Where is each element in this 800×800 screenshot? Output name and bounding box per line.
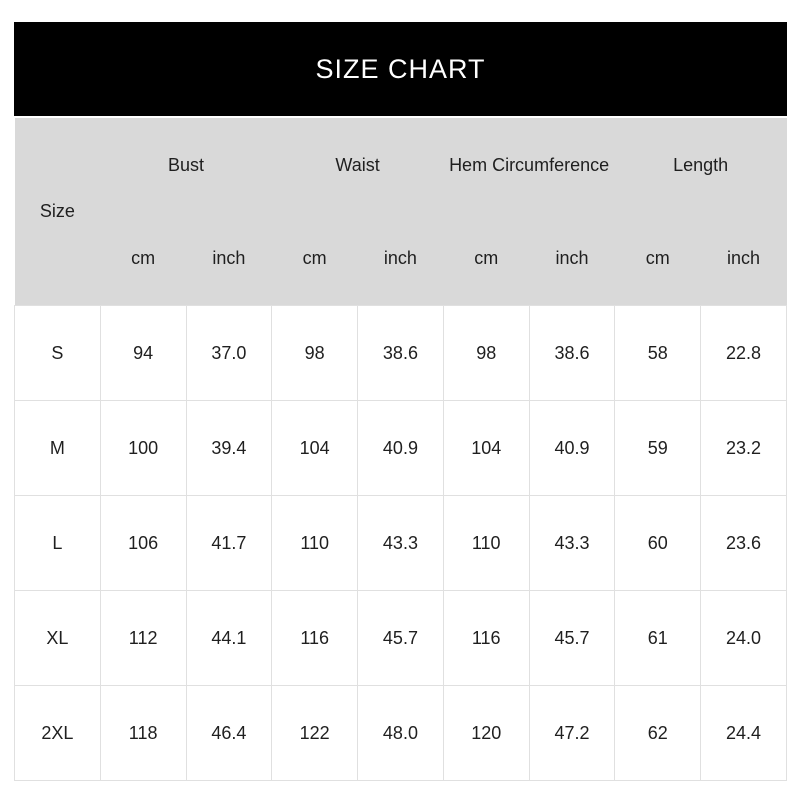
column-header-size: Size bbox=[15, 118, 101, 306]
value-cell: 94 bbox=[100, 306, 186, 401]
value-cell: 61 bbox=[615, 591, 701, 686]
table-row bbox=[15, 496, 787, 591]
value-cell: 47.2 bbox=[529, 686, 615, 781]
value-cell: 39.4 bbox=[186, 401, 272, 496]
table-header bbox=[15, 118, 787, 306]
size-cell: 2XL bbox=[15, 686, 101, 781]
value-cell: 37.0 bbox=[186, 306, 272, 401]
table-row bbox=[15, 306, 787, 401]
value-cell: 24.4 bbox=[701, 686, 787, 781]
value-cell: 116 bbox=[443, 591, 529, 686]
value-cell: 40.9 bbox=[529, 401, 615, 496]
value-cell: 116 bbox=[272, 591, 358, 686]
value-cell: 100 bbox=[100, 401, 186, 496]
value-cell: 112 bbox=[100, 591, 186, 686]
table-row bbox=[15, 686, 787, 781]
value-cell: 98 bbox=[443, 306, 529, 401]
unit-header-row bbox=[15, 212, 787, 306]
value-cell: 60 bbox=[615, 496, 701, 591]
value-cell: 59 bbox=[615, 401, 701, 496]
value-cell: 38.6 bbox=[529, 306, 615, 401]
value-cell: 22.8 bbox=[701, 306, 787, 401]
unit-header-waist-cm: cm bbox=[272, 212, 358, 306]
size-cell: XL bbox=[15, 591, 101, 686]
value-cell: 44.1 bbox=[186, 591, 272, 686]
unit-header-length-inch: inch bbox=[701, 212, 787, 306]
value-cell: 106 bbox=[100, 496, 186, 591]
unit-header-bust-cm: cm bbox=[100, 212, 186, 306]
unit-header-hem-cm: cm bbox=[443, 212, 529, 306]
value-cell: 23.2 bbox=[701, 401, 787, 496]
value-cell: 23.6 bbox=[701, 496, 787, 591]
value-cell: 43.3 bbox=[358, 496, 444, 591]
column-group-bust: Bust bbox=[100, 118, 272, 212]
value-cell: 118 bbox=[100, 686, 186, 781]
value-cell: 98 bbox=[272, 306, 358, 401]
value-cell: 43.3 bbox=[529, 496, 615, 591]
column-group-waist: Waist bbox=[272, 118, 444, 212]
title-banner bbox=[14, 22, 787, 116]
value-cell: 104 bbox=[272, 401, 358, 496]
value-cell: 120 bbox=[443, 686, 529, 781]
size-cell: M bbox=[15, 401, 101, 496]
value-cell: 41.7 bbox=[186, 496, 272, 591]
value-cell: 45.7 bbox=[529, 591, 615, 686]
unit-header-hem-inch: inch bbox=[529, 212, 615, 306]
value-cell: 62 bbox=[615, 686, 701, 781]
value-cell: 46.4 bbox=[186, 686, 272, 781]
value-cell: 110 bbox=[443, 496, 529, 591]
table-row bbox=[15, 401, 787, 496]
value-cell: 104 bbox=[443, 401, 529, 496]
size-table bbox=[14, 118, 787, 781]
value-cell: 122 bbox=[272, 686, 358, 781]
size-chart-sheet bbox=[14, 22, 787, 781]
group-header-row bbox=[15, 118, 787, 212]
value-cell: 58 bbox=[615, 306, 701, 401]
value-cell: 24.0 bbox=[701, 591, 787, 686]
table-row bbox=[15, 591, 787, 686]
column-group-hem-circumference: Hem Circumference bbox=[443, 118, 615, 212]
size-cell: S bbox=[15, 306, 101, 401]
page-title: SIZE CHART bbox=[315, 53, 486, 84]
table-body bbox=[15, 306, 787, 781]
value-cell: 45.7 bbox=[358, 591, 444, 686]
value-cell: 38.6 bbox=[358, 306, 444, 401]
value-cell: 110 bbox=[272, 496, 358, 591]
unit-header-waist-inch: inch bbox=[358, 212, 444, 306]
column-group-length: Length bbox=[615, 118, 787, 212]
value-cell: 40.9 bbox=[358, 401, 444, 496]
size-cell: L bbox=[15, 496, 101, 591]
unit-header-bust-inch: inch bbox=[186, 212, 272, 306]
unit-header-length-cm: cm bbox=[615, 212, 701, 306]
value-cell: 48.0 bbox=[358, 686, 444, 781]
